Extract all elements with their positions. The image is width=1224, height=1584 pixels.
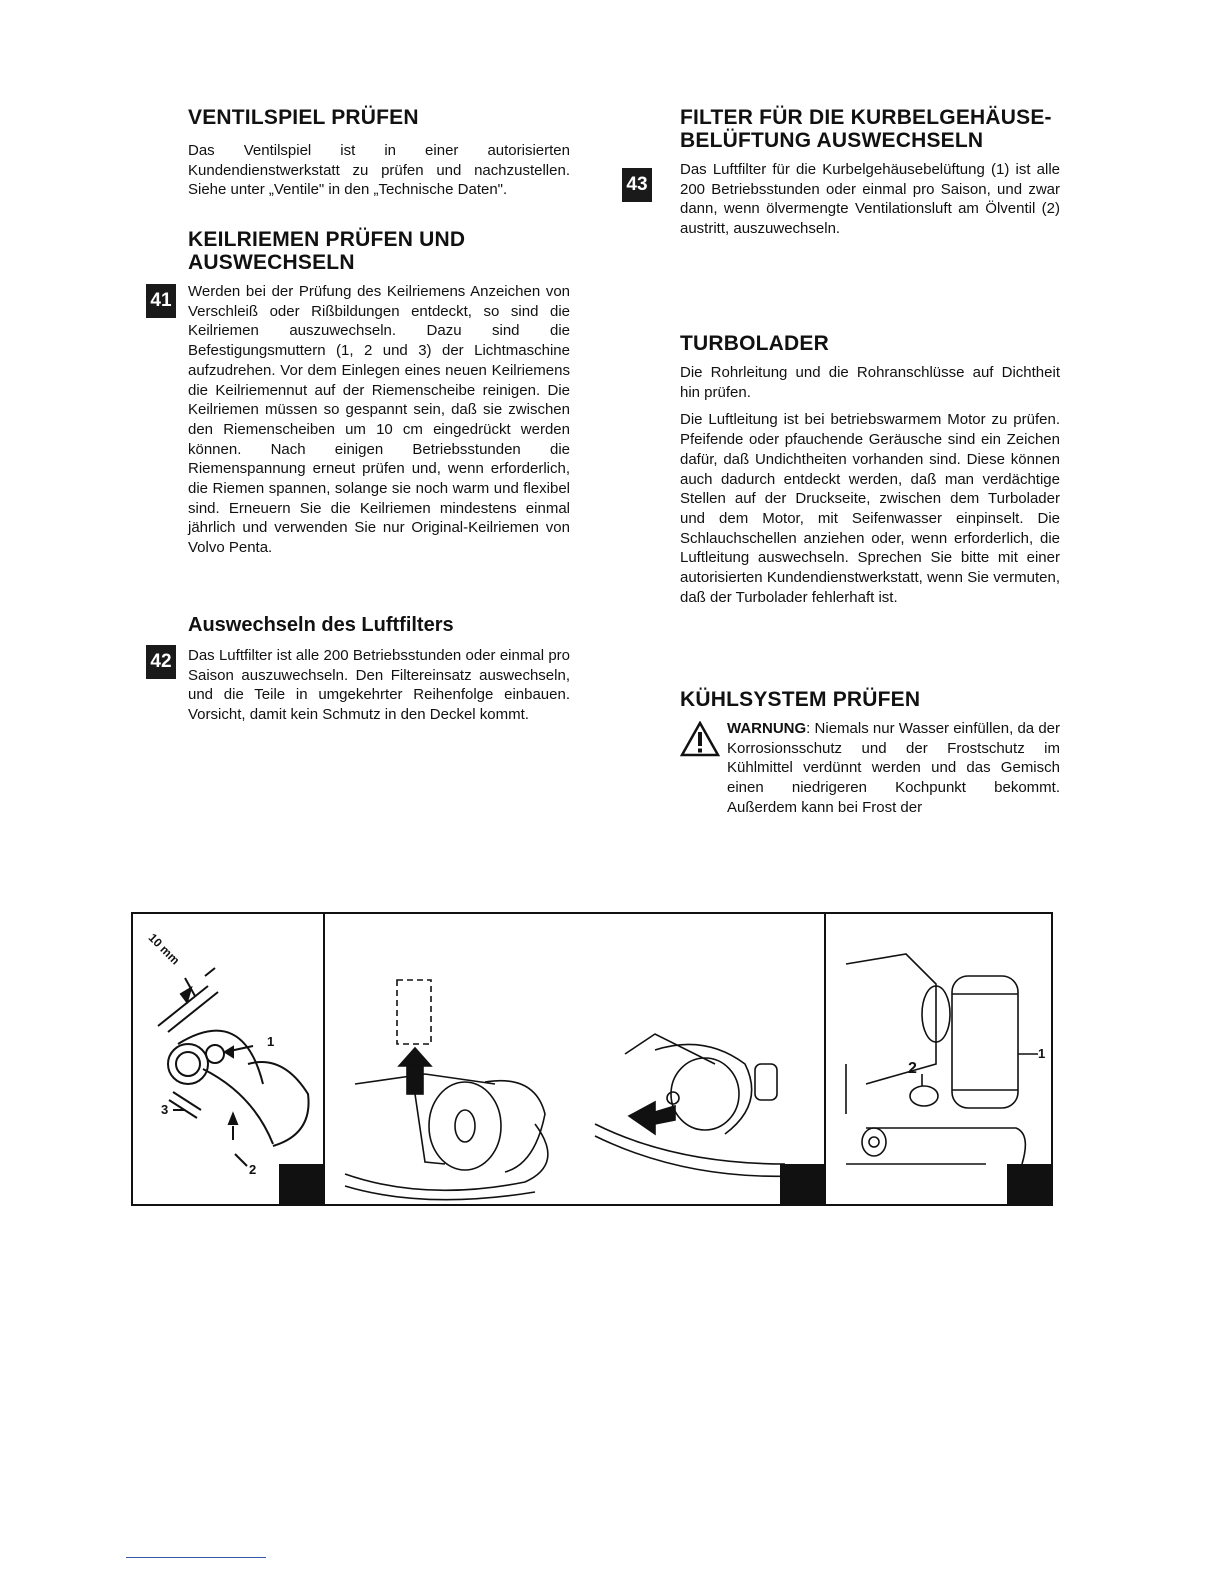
- air-filter-illustration: [325, 914, 824, 1204]
- figure-corner-tab-42: [780, 1164, 824, 1204]
- callout-2: 2: [249, 1162, 257, 1177]
- crankcase-filter-illustration: [826, 914, 1051, 1204]
- warning-block: [680, 719, 1060, 818]
- figure-marker-41: 41: [146, 284, 176, 318]
- figure-marker-43: 43: [622, 168, 652, 202]
- figure-41-belt: [133, 914, 325, 1204]
- heading-turbolader: TURBOLADER: [680, 332, 829, 355]
- callout-1: 1: [1038, 1046, 1046, 1061]
- text-turbolader-2: Die Luftleitung ist bei betriebswarmem Motor zu prüfen. Pfeifende oder pfauchende Geräusche sind ein Zeichen dafür, daß Undichtheiten vorhanden sind. Diese können auch dadurch entdeckt werden, daß man verdächtige Stellen auf der Druckseite, zwischen dem Turbolader und dem Motor, mit Seifenwasser einpinselt. Die Schlauchschellen anziehen oder, wenn erforderlich, die Luftleitung auswechseln. Sprechen Sie bitte mit einer autorisierten Kundendienstwerkstatt, wenn Sie vermuten, daß der Turbolader fehlerhaft ist.: [680, 411, 1060, 606]
- section-ventilspiel: [188, 106, 570, 200]
- warning-text: [727, 719, 1060, 818]
- measure-label: 10 mm: [145, 930, 183, 968]
- belt-illustration: [133, 914, 323, 1204]
- heading-luftfilter: Auswechseln des Luftfilters: [188, 614, 454, 636]
- warning-body: : Niemals nur Wasser einfüllen, da der Korrosionsschutz und der Frostschutz im Kühlmittel verdünnt werden und das Gemisch einen niedrigeren Kochpunkt bekommt. Außerdem kann bei Frost der: [727, 720, 1060, 816]
- heading-ventilspiel: VENTILSPIEL PRÜFEN: [188, 106, 419, 129]
- callout-2: 2: [908, 1060, 917, 1077]
- footer-rule: [126, 1557, 266, 1558]
- callout-3: 3: [161, 1102, 169, 1117]
- text-ventilspiel: Das Ventilspiel ist in einer autorisierten Kundendienstwerkstatt zu prüfen und nachzustellen. Siehe unter „Ventile" in den „Technische Daten".: [188, 142, 570, 199]
- figure-strip: [131, 912, 1053, 1206]
- callout-1: 1: [267, 1034, 275, 1049]
- figure-marker-42: 42: [146, 645, 176, 679]
- section-kuehlsystem: [680, 688, 1060, 818]
- heading-kuehlsystem: KÜHLSYSTEM PRÜFEN: [680, 688, 921, 711]
- warning-triangle-icon: [680, 721, 720, 757]
- figure-43-crankcase-filter: [826, 914, 1051, 1204]
- text-luftfilter: Das Luftfilter ist alle 200 Betriebsstunden oder einmal pro Saison auszuwechseln. Den Filtereinsatz auswechseln, und die Teile in umgekehrter Reihenfolge einbauen. Vorsicht, damit kein Schmutz in den Deckel kommt.: [188, 647, 570, 724]
- section-kurbelgehaeuse: [626, 106, 1060, 239]
- section-turbolader: [680, 332, 1060, 607]
- figure-corner-tab-43: [1007, 1164, 1051, 1204]
- heading-keilriemen: KEILRIEMEN PRÜFEN UND AUSWECHSELN: [188, 228, 466, 274]
- text-keilriemen: Werden bei der Prüfung des Keilriemens Anzeichen von Verschleiß oder Rißbildungen entdeckt, so sind die Keilriemen auszuwechseln. Dazu sind die Befestigungsmuttern (1, 2 und 3) der Lichtmaschine aufzudrehen. Vor dem Einlegen eines neuen Keilriemens die Keilriemennut auf der Riemenscheibe reinigen. Die Keilriemen müssen so gespannt sein, daß sie zwischen den Riemenscheiben um 10 cm eingedrückt werden können. Nach einigen Betriebsstunden die Riemenspannung erneut prüfen und, wenn erforderlich, die Riemen spannen, solange sie noch warm und flexibel sind. Erneuern Sie die Keilriemen mindestens einmal jährlich und verwenden Sie nur Original-Keilriemen von Volvo Penta.: [188, 283, 570, 557]
- text-turbolader-1: Die Rohrleitung und die Rohranschlüsse auf Dichtheit hin prüfen.: [680, 364, 1060, 401]
- figure-42-air-filter: [325, 914, 826, 1204]
- section-keilriemen: [150, 228, 570, 558]
- text-kurbelgehaeuse: Das Luftfilter für die Kurbelgehäusebelüftung (1) ist alle 200 Betriebsstunden oder einmal pro Saison, und zwar dann, wenn ölvermengte Ventilationsluft am Ölventil (2) austritt, auszuwechseln.: [680, 161, 1060, 238]
- heading-kurbelgehaeuse: FILTER FÜR DIE KURBELGEHÄUSE-BELÜFTUNG AUSWECHSELN: [680, 106, 1052, 152]
- warning-label: WARNUNG: [727, 720, 807, 737]
- section-luftfilter: [150, 614, 570, 725]
- figure-corner-tab-41: [279, 1164, 323, 1204]
